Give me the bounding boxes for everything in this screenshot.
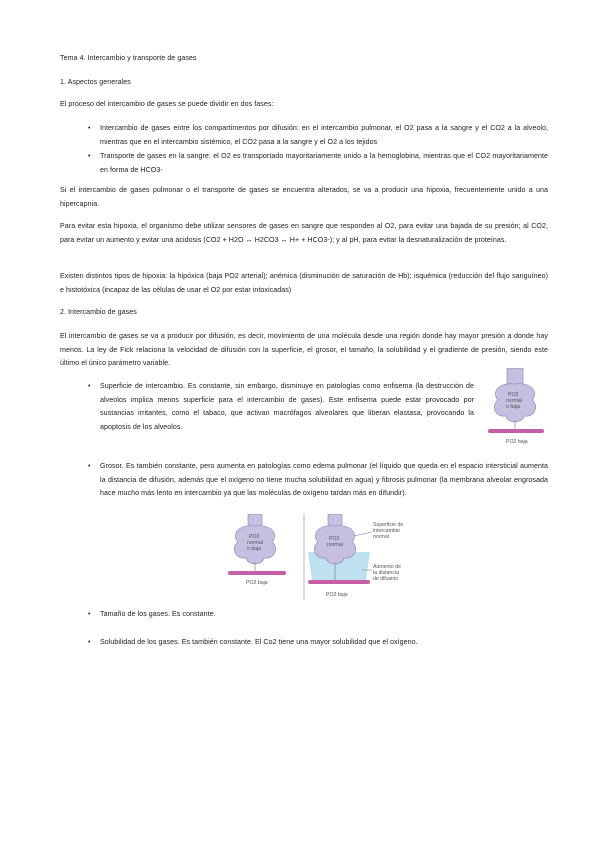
section-2-bullet-solubility: Solubilidad de los gases. Es también constante. El Co2 tiene una mayor solubilidad que el oxígeno. bbox=[100, 638, 418, 646]
section-1-bullet-2: Transporte de gases en la sangre: el O2 es transportado mayoritariamente unido a la hemoglobina, mientras que el CO2 mayoritariamente en forma de HCO3- bbox=[100, 152, 548, 174]
section-1-intro: El proceso del intercambio de gases se puede dividir en dos fases: bbox=[60, 100, 274, 108]
alveolus-figure-2 bbox=[222, 514, 412, 600]
right-po2-normal-label: normal bbox=[327, 542, 343, 548]
alveolus-diagram bbox=[484, 368, 546, 448]
section-1-bullet-1: Intercambio de gases entre los compartimentos por difusión: en el intercambio pulmonar, el O2 pasa a la sangre y el CO2 a la alveolo, mientras que en el intercambio sistémico, el CO2 pasa a la sangre y el O2 a los tejidos bbox=[100, 124, 548, 146]
section-1-heading: 1. Aspectos generales bbox=[60, 78, 131, 86]
annotation-surface-2: intercambio bbox=[373, 528, 400, 534]
left-po2-low-label: o baja bbox=[247, 546, 262, 552]
section-2-bullet-surface: Superficie de intercambio. Es constante, sin embargo, disminuye en patologías como enfisema (la destrucción de alveolos implica menos superficie para el intercambio de gases). Este enfisema puede estar provocado por sustancias irritantes, como el tabaco, que activan macrófagos alveolares que liberan elastasa, provocando la apoptosis de los alveolos. bbox=[100, 382, 474, 431]
alveolus-figure-1 bbox=[484, 368, 546, 448]
edema-comparison-diagram bbox=[222, 514, 412, 600]
annotation-line-surface bbox=[354, 532, 372, 536]
left-capillary bbox=[228, 571, 286, 575]
section-2-heading: 2. Intercambio de gases bbox=[60, 308, 137, 316]
document-title: Tema 4. Intercambio y transporte de gases bbox=[60, 54, 197, 62]
left-po2-normal-label: normal bbox=[247, 540, 263, 546]
section-1-paragraph-3: Para evitar esta hipoxia, el organismo debe utilizar sensores de gases en sangre que responden al O2, para evitar una bajada de su presión; al CO2, para evitar un aumento y evitar una acidosis (CO2 + H2O ↔ H2CO3 ↔ H+ + HCO3-); y al pH, para evitar la desnaturalización de proteínas. bbox=[60, 222, 548, 244]
bullet-glyph: • bbox=[88, 639, 91, 646]
annotation-surface-1: Superficie de bbox=[373, 522, 404, 528]
bullet-glyph: • bbox=[88, 611, 91, 618]
annotation-surface-3: normal bbox=[373, 534, 389, 540]
po2-label: PO2 bbox=[508, 392, 519, 398]
annotation-distance-3: de difusión bbox=[373, 576, 399, 582]
right-capillary bbox=[308, 580, 370, 584]
left-po2-bottom-label: PO2 baja bbox=[246, 580, 268, 586]
right-po2-label: PO2 bbox=[329, 536, 340, 542]
bullet-glyph: • bbox=[88, 125, 91, 132]
annotation-distance-1: Aumento de bbox=[373, 564, 401, 570]
bullet-glyph: • bbox=[88, 463, 91, 470]
section-2-bullet-size: Tamaño de los gases. Es constante. bbox=[100, 610, 216, 618]
section-1-paragraph-2: Si el intercambio de gases pulmonar o el transporte de gases se encuentra alterados, se va a producir una hipoxia, frecuentemente unido a una hipercapnia. bbox=[60, 186, 548, 208]
section-1-paragraph-4: Existen distintos tipos de hipoxia: la hipóxica (baja PO2 arterial); anémica (disminución de saturación de Hb); isquémica (reducción del flujo sanguíneo) e histotóxica (incapaz de las células de usar el O2 por estar intoxicadas) bbox=[60, 272, 548, 294]
annotation-distance-2: la distancia bbox=[373, 570, 399, 576]
section-2-bullet-thickness: Grosor. Es también constante, pero aumenta en patologías como edema pulmonar (el líquido que queda en el espacio intersticial aumenta la distancia de difusión, además que el oxígeno no tiene mucha solubilidad en agua) y fibrosis pulmonar (la membrana alveolar engrosada hace mucho más lento en intercambio ya que las moléculas de oxígeno tardan más en difundir). bbox=[100, 462, 548, 498]
section-2-paragraph-1: El intercambio de gases se va a producir por difusión, es decir, movimiento de una molécula desde una región donde hay mayor presión a donde hay menos. La ley de Fick relaciona la velocidad de difusión con la superficie, el grosor, el tamaño, la solubilidad y el gradiente de presión, siendo este último el único parámetro variable. bbox=[60, 332, 548, 368]
po2-low-label: o baja bbox=[506, 404, 521, 410]
airway-tube bbox=[507, 368, 523, 386]
po2-normal-label: normal bbox=[506, 398, 522, 404]
po2-bottom-label: PO2 baja bbox=[506, 439, 528, 445]
bullet-glyph: • bbox=[88, 153, 91, 160]
bullet-glyph: • bbox=[88, 383, 91, 390]
left-po2-label: PO2 bbox=[249, 534, 260, 540]
right-po2-bottom-label: PO2 baja bbox=[326, 592, 348, 598]
capillary bbox=[488, 429, 544, 433]
